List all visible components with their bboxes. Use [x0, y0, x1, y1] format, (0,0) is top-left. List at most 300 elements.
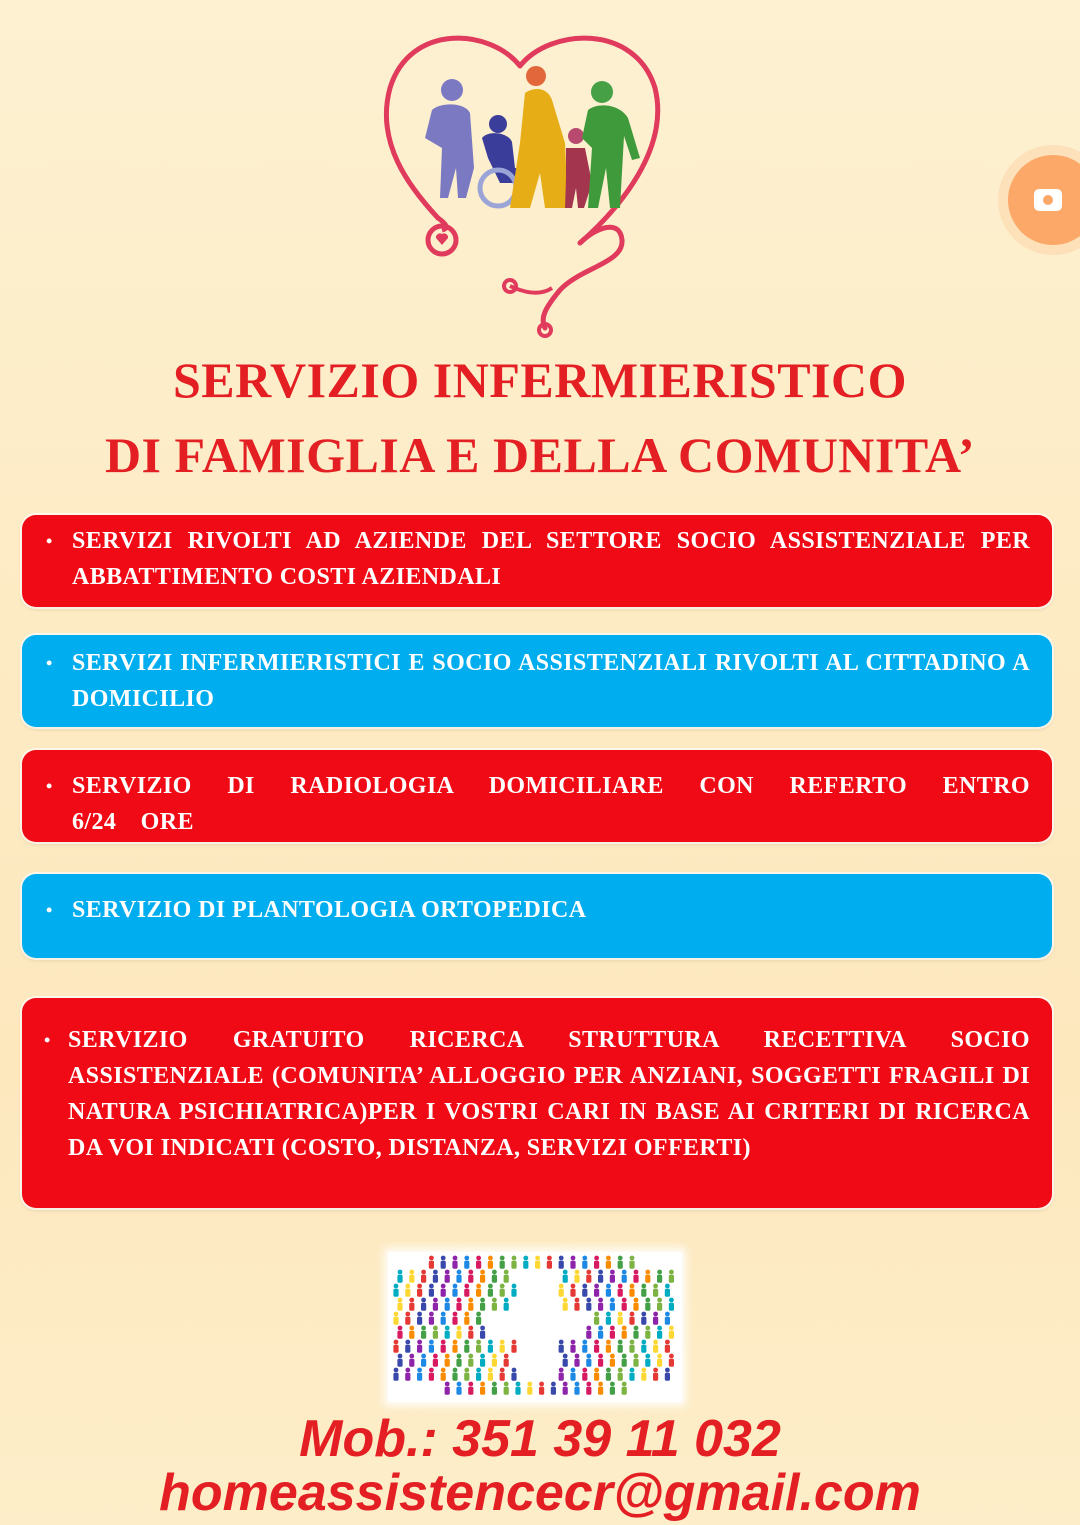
- crowd-person-head: [539, 1382, 544, 1387]
- crowd-person-body: [433, 1303, 438, 1311]
- crowd-person-body: [511, 1373, 516, 1381]
- crowd-person-body: [570, 1345, 575, 1353]
- crowd-person-head: [453, 1312, 458, 1317]
- crowd-person-head: [527, 1382, 532, 1387]
- crowd-person-body: [618, 1345, 623, 1353]
- crowd-person-body: [468, 1387, 473, 1395]
- crowd-person-body: [429, 1289, 434, 1297]
- crowd-person-body: [429, 1317, 434, 1325]
- crowd-person-head: [665, 1340, 670, 1345]
- crowd-person-body: [598, 1303, 603, 1311]
- crowd-person-head: [500, 1284, 505, 1289]
- crowd-person-body: [492, 1359, 497, 1367]
- crowd-person-head: [433, 1354, 438, 1359]
- crowd-person-body: [480, 1303, 485, 1311]
- crowd-person-body: [598, 1331, 603, 1339]
- crowd-person-head: [500, 1368, 505, 1373]
- crowd-person-head: [575, 1270, 580, 1275]
- crowd-person-body: [563, 1387, 568, 1395]
- crowd-person-head: [665, 1368, 670, 1373]
- crowd-person-body: [504, 1303, 509, 1311]
- service-box-domicilio: [22, 635, 1052, 727]
- crowd-person-head: [492, 1354, 497, 1359]
- crowd-person-head: [618, 1312, 623, 1317]
- crowd-person-body: [657, 1331, 662, 1339]
- crowd-person-body: [393, 1345, 398, 1353]
- crowd-person-head: [405, 1312, 410, 1317]
- video-camera-icon: [1032, 185, 1076, 215]
- crowd-person-head: [657, 1326, 662, 1331]
- crowd-person-head: [453, 1340, 458, 1345]
- crowd-person-body: [551, 1387, 556, 1395]
- crowd-person-head: [630, 1256, 635, 1261]
- crowd-person-head: [409, 1270, 414, 1275]
- page-title-line1: SERVIZIO INFERMIERISTICO: [172, 352, 908, 408]
- crowd-person-body: [476, 1317, 481, 1325]
- crowd-person-head: [559, 1256, 564, 1261]
- crowd-person-head: [598, 1382, 603, 1387]
- crowd-person-body: [504, 1387, 509, 1395]
- crowd-person-head: [657, 1354, 662, 1359]
- crowd-person-body: [500, 1373, 505, 1381]
- crowd-person-body: [492, 1275, 497, 1283]
- crowd-person-body: [441, 1261, 446, 1269]
- bullet-icon: •: [46, 653, 53, 673]
- crowd-person-body: [397, 1275, 402, 1283]
- crowd-person-body: [582, 1345, 587, 1353]
- crowd-person-body: [480, 1387, 485, 1395]
- crowd-person-head: [586, 1326, 591, 1331]
- crowd-person-body: [441, 1289, 446, 1297]
- crowd-person-head: [480, 1326, 485, 1331]
- crowd-person-body: [645, 1303, 650, 1311]
- crowd-person-body: [594, 1261, 599, 1269]
- crowd-person-head: [468, 1354, 473, 1359]
- crowd-person-head: [421, 1326, 426, 1331]
- crowd-person-body: [480, 1331, 485, 1339]
- crowd-person-body: [445, 1303, 450, 1311]
- crowd-person-body: [618, 1373, 623, 1381]
- crowd-person-body: [665, 1373, 670, 1381]
- crowd-person-body: [586, 1303, 591, 1311]
- crowd-person-body: [476, 1289, 481, 1297]
- crowd-person-body: [511, 1261, 516, 1269]
- crowd-person-body: [456, 1359, 461, 1367]
- contact-email[interactable]: homeassistencecr@gmail.com: [159, 1464, 921, 1522]
- crowd-person-head: [598, 1354, 603, 1359]
- crowd-person-head: [610, 1326, 615, 1331]
- crowd-person-body: [559, 1261, 564, 1269]
- crowd-person-head: [504, 1382, 509, 1387]
- crowd-person-body: [657, 1359, 662, 1367]
- service-box-radiologia: [22, 750, 1052, 842]
- crowd-person-body: [488, 1345, 493, 1353]
- crowd-person-body: [405, 1345, 410, 1353]
- crowd-person-body: [563, 1275, 568, 1283]
- crowd-person-head: [634, 1354, 639, 1359]
- crowd-person-head: [645, 1298, 650, 1303]
- crowd-person-body: [464, 1373, 469, 1381]
- crowd-person-head: [394, 1312, 399, 1317]
- crowd-person-body: [527, 1387, 532, 1395]
- crowd-person-head: [606, 1368, 611, 1373]
- crowd-person-head: [394, 1368, 399, 1373]
- crowd-person-head: [417, 1340, 422, 1345]
- crowd-person-body: [409, 1359, 414, 1367]
- crowd-person-body: [456, 1275, 461, 1283]
- crowd-person-head: [429, 1284, 434, 1289]
- crowd-person-head: [398, 1270, 403, 1275]
- crowd-person-body: [606, 1317, 611, 1325]
- crowd-person-body: [574, 1359, 579, 1367]
- crowd-person-head: [405, 1340, 410, 1345]
- crowd-person-head: [586, 1270, 591, 1275]
- crowd-person-body: [665, 1345, 670, 1353]
- crowd-person-head: [417, 1368, 422, 1373]
- crowd-person-body: [606, 1345, 611, 1353]
- crowd-person-head: [563, 1270, 568, 1275]
- crowd-person-body: [452, 1345, 457, 1353]
- crowd-person-head: [618, 1284, 623, 1289]
- crowd-person-body: [665, 1289, 670, 1297]
- crowd-person-body: [669, 1275, 674, 1283]
- crowd-person-body: [417, 1345, 422, 1353]
- crowd-person-head: [641, 1340, 646, 1345]
- crowd-person-head: [559, 1284, 564, 1289]
- crowd-person-body: [405, 1317, 410, 1325]
- crowd-person-head: [606, 1312, 611, 1317]
- crowd-person-body: [563, 1359, 568, 1367]
- crowd-person-head: [575, 1298, 580, 1303]
- crowd-person-body: [586, 1387, 591, 1395]
- crowd-person-body: [452, 1317, 457, 1325]
- crowd-person-head: [594, 1368, 599, 1373]
- crowd-person-head: [657, 1298, 662, 1303]
- crowd-person-body: [622, 1303, 627, 1311]
- crowd-person-head: [445, 1382, 450, 1387]
- crowd-person-body: [622, 1331, 627, 1339]
- crowd-person-body: [468, 1359, 473, 1367]
- crowd-person-body: [480, 1275, 485, 1283]
- crowd-person-body: [409, 1331, 414, 1339]
- crowd-person-body: [641, 1345, 646, 1353]
- crowd-person-head: [488, 1340, 493, 1345]
- crowd-person-head: [645, 1326, 650, 1331]
- crowd-person-body: [452, 1261, 457, 1269]
- crowd-person-head: [453, 1284, 458, 1289]
- crowd-person-body: [633, 1359, 638, 1367]
- crowd-person-head: [480, 1298, 485, 1303]
- crowd-person-body: [492, 1387, 497, 1395]
- crowd-person-body: [409, 1275, 414, 1283]
- crowd-person-head: [488, 1284, 493, 1289]
- crowd-person-body: [586, 1359, 591, 1367]
- crowd-person-body: [610, 1331, 615, 1339]
- crowd-person-body: [515, 1387, 520, 1395]
- crowd-person-head: [394, 1340, 399, 1345]
- crowd-person-head: [453, 1368, 458, 1373]
- crowd-person-body: [511, 1289, 516, 1297]
- crowd-person-head: [429, 1340, 434, 1345]
- crowd-person-body: [610, 1359, 615, 1367]
- crowd-person-body: [441, 1345, 446, 1353]
- crowd-person-head: [630, 1284, 635, 1289]
- crowd-person-head: [421, 1270, 426, 1275]
- crowd-person-head: [594, 1284, 599, 1289]
- crowd-person-head: [571, 1368, 576, 1373]
- crowd-person-head: [594, 1312, 599, 1317]
- crowd-person-body: [606, 1261, 611, 1269]
- crowd-person-body: [582, 1373, 587, 1381]
- crowd-person-body: [618, 1261, 623, 1269]
- crowd-person-head: [512, 1340, 517, 1345]
- crowd-person-head: [429, 1256, 434, 1261]
- crowd-person-head: [563, 1298, 568, 1303]
- crowd-person-body: [441, 1373, 446, 1381]
- crowd-person-head: [457, 1270, 462, 1275]
- crowd-person-head: [606, 1340, 611, 1345]
- crowd-person-body: [570, 1289, 575, 1297]
- crowd-person-body: [405, 1289, 410, 1297]
- crowd-person-head: [598, 1326, 603, 1331]
- crowd-person-body: [500, 1345, 505, 1353]
- crowd-person-head: [586, 1382, 591, 1387]
- crowd-person-body: [618, 1289, 623, 1297]
- crowd-person-body: [488, 1289, 493, 1297]
- crowd-person-body: [570, 1373, 575, 1381]
- crowd-person-head: [582, 1368, 587, 1373]
- crowd-person-head: [586, 1298, 591, 1303]
- crowd-person-head: [445, 1270, 450, 1275]
- crowd-person-head: [582, 1284, 587, 1289]
- crowd-person-head: [665, 1312, 670, 1317]
- crowd-person-body: [421, 1303, 426, 1311]
- crowd-person-body: [393, 1289, 398, 1297]
- crowd-person-head: [512, 1368, 517, 1373]
- crowd-person-head: [622, 1270, 627, 1275]
- crowd-person-body: [452, 1373, 457, 1381]
- crowd-person-head: [504, 1298, 509, 1303]
- crowd-person-head: [669, 1326, 674, 1331]
- crowd-person-body: [468, 1331, 473, 1339]
- crowd-person-head: [468, 1270, 473, 1275]
- crowd-person-head: [398, 1298, 403, 1303]
- crowd-person-head: [429, 1368, 434, 1373]
- crowd-person-head: [464, 1368, 469, 1373]
- crowd-person-head: [559, 1340, 564, 1345]
- crowd-person-body: [669, 1359, 674, 1367]
- crowd-cross-image: [388, 1252, 682, 1402]
- crowd-person-head: [630, 1340, 635, 1345]
- crowd-person-head: [441, 1340, 446, 1345]
- crowd-person-body: [476, 1373, 481, 1381]
- crowd-person-head: [606, 1284, 611, 1289]
- crowd-person-head: [405, 1368, 410, 1373]
- crowd-person-body: [397, 1359, 402, 1367]
- crowd-person-head: [464, 1340, 469, 1345]
- crowd-person-head: [622, 1382, 627, 1387]
- crowd-person-head: [476, 1312, 481, 1317]
- crowd-person-head: [441, 1312, 446, 1317]
- crowd-person-head: [594, 1256, 599, 1261]
- crowd-person-head: [559, 1368, 564, 1373]
- crowd-person-body: [618, 1317, 623, 1325]
- crowd-person-body: [456, 1387, 461, 1395]
- crowd-person-body: [665, 1317, 670, 1325]
- crowd-person-body: [500, 1261, 505, 1269]
- crowd-person-body: [653, 1373, 658, 1381]
- crowd-person-head: [433, 1270, 438, 1275]
- crowd-person-head: [441, 1284, 446, 1289]
- crowd-person-head: [594, 1340, 599, 1345]
- crowd-person-head: [571, 1340, 576, 1345]
- crowd-person-body: [594, 1289, 599, 1297]
- crowd-person-head: [551, 1382, 556, 1387]
- crowd-person-body: [622, 1359, 627, 1367]
- crowd-person-head: [429, 1312, 434, 1317]
- crowd-person-head: [582, 1340, 587, 1345]
- crowd-person-head: [622, 1326, 627, 1331]
- crowd-person-body: [610, 1303, 615, 1311]
- bullet-icon: •: [46, 776, 53, 796]
- crowd-person-head: [563, 1354, 568, 1359]
- crowd-person-head: [394, 1284, 399, 1289]
- crowd-person-body: [464, 1345, 469, 1353]
- crowd-person-head: [641, 1368, 646, 1373]
- crowd-person-body: [476, 1345, 481, 1353]
- crowd-person-body: [574, 1387, 579, 1395]
- crowd-person-body: [610, 1275, 615, 1283]
- crowd-person-body: [500, 1289, 505, 1297]
- video-widget-button[interactable]: [998, 145, 1080, 255]
- crowd-person-body: [429, 1345, 434, 1353]
- crowd-person-head: [665, 1284, 670, 1289]
- crowd-person-body: [547, 1261, 552, 1269]
- crowd-person-body: [586, 1331, 591, 1339]
- crowd-person-body: [598, 1275, 603, 1283]
- crowd-person-body: [456, 1303, 461, 1311]
- crowd-person-head: [610, 1354, 615, 1359]
- crowd-person-body: [393, 1317, 398, 1325]
- crowd-person-body: [559, 1289, 564, 1297]
- crowd-person-head: [492, 1382, 497, 1387]
- crowd-person-head: [606, 1256, 611, 1261]
- crowd-person-head: [669, 1354, 674, 1359]
- crowd-person-body: [504, 1359, 509, 1367]
- crowd-person-body: [606, 1373, 611, 1381]
- crowd-person-head: [571, 1256, 576, 1261]
- crowd-person-body: [535, 1261, 540, 1269]
- crowd-person-body: [629, 1289, 634, 1297]
- crowd-person-head: [457, 1326, 462, 1331]
- crowd-person-head: [433, 1298, 438, 1303]
- crowd-person-head: [669, 1298, 674, 1303]
- crowd-person-body: [657, 1303, 662, 1311]
- crowd-person-body: [417, 1289, 422, 1297]
- crowd-person-body: [452, 1289, 457, 1297]
- crowd-person-head: [618, 1256, 623, 1261]
- crowd-person-head: [409, 1354, 414, 1359]
- crowd-person-head: [598, 1270, 603, 1275]
- crowd-person-body: [641, 1373, 646, 1381]
- crowd-person-head: [598, 1298, 603, 1303]
- crowd-person-body: [574, 1303, 579, 1311]
- crowd-person-body: [574, 1275, 579, 1283]
- crowd-person-body: [405, 1373, 410, 1381]
- crowd-person-head: [575, 1354, 580, 1359]
- crowd-person-body: [504, 1275, 509, 1283]
- crowd-person-body: [653, 1289, 658, 1297]
- crowd-person-body: [629, 1317, 634, 1325]
- crowd-person-head: [398, 1326, 403, 1331]
- crowd-person-head: [488, 1368, 493, 1373]
- service-text: SERVIZI INFERMIERISTICI E SOCIO ASSISTENZIALI RIVOLTI AL CITTADINO A DOMICILIO: [72, 650, 1030, 712]
- crowd-person-body: [582, 1289, 587, 1297]
- crowd-person-body: [606, 1289, 611, 1297]
- crowd-person-head: [653, 1312, 658, 1317]
- crowd-person-head: [618, 1340, 623, 1345]
- crowd-person-body: [421, 1359, 426, 1367]
- service-text: SERVIZI RIVOLTI AD AZIENDE DEL SETTORE SOCIO ASSISTENZIALE PER ABBATTIMENTO COSTI AZIENDALI: [72, 528, 1030, 590]
- crowd-person-head: [512, 1256, 517, 1261]
- crowd-person-body: [445, 1387, 450, 1395]
- crowd-person-head: [417, 1284, 422, 1289]
- crowd-person-body: [669, 1331, 674, 1339]
- bullet-icon: •: [46, 531, 53, 551]
- service-box-aziende: [22, 515, 1052, 607]
- crowd-person-body: [397, 1303, 402, 1311]
- crowd-person-head: [492, 1270, 497, 1275]
- service-box-ricerca-struttura: [22, 998, 1052, 1208]
- crowd-person-head: [653, 1340, 658, 1345]
- crowd-person-body: [409, 1303, 414, 1311]
- crowd-person-body: [645, 1331, 650, 1339]
- crowd-person-body: [559, 1373, 564, 1381]
- crowd-person-body: [476, 1261, 481, 1269]
- crowd-person-body: [421, 1331, 426, 1339]
- crowd-person-body: [594, 1373, 599, 1381]
- crowd-person-head: [582, 1256, 587, 1261]
- crowd-person-head: [523, 1256, 528, 1261]
- crowd-person-body: [559, 1345, 564, 1353]
- crowd-person-head: [622, 1354, 627, 1359]
- crowd-person-head: [669, 1270, 674, 1275]
- crowd-person-body: [669, 1303, 674, 1311]
- crowd-person-body: [633, 1331, 638, 1339]
- crowd-person-head: [630, 1312, 635, 1317]
- crowd-person-head: [634, 1326, 639, 1331]
- crowd-person-body: [433, 1359, 438, 1367]
- crowd-person-body: [645, 1275, 650, 1283]
- service-text: SERVIZIO DI PLANTOLOGIA ORTOPEDICA: [72, 897, 587, 923]
- crowd-person-head: [571, 1284, 576, 1289]
- crowd-person-head: [500, 1340, 505, 1345]
- crowd-person-head: [468, 1382, 473, 1387]
- crowd-person-body: [445, 1331, 450, 1339]
- crowd-person-body: [445, 1359, 450, 1367]
- crowd-person-head: [457, 1298, 462, 1303]
- page-title-line2: DI FAMIGLIA E DELLA COMUNITA’: [104, 427, 976, 483]
- crowd-person-body: [445, 1275, 450, 1283]
- crowd-person-body: [641, 1289, 646, 1297]
- crowd-person-body: [488, 1373, 493, 1381]
- crowd-person-body: [657, 1275, 662, 1283]
- crowd-person-head: [488, 1256, 493, 1261]
- crowd-person-head: [476, 1284, 481, 1289]
- crowd-person-body: [464, 1261, 469, 1269]
- crowd-person-body: [433, 1331, 438, 1339]
- crowd-person-head: [653, 1368, 658, 1373]
